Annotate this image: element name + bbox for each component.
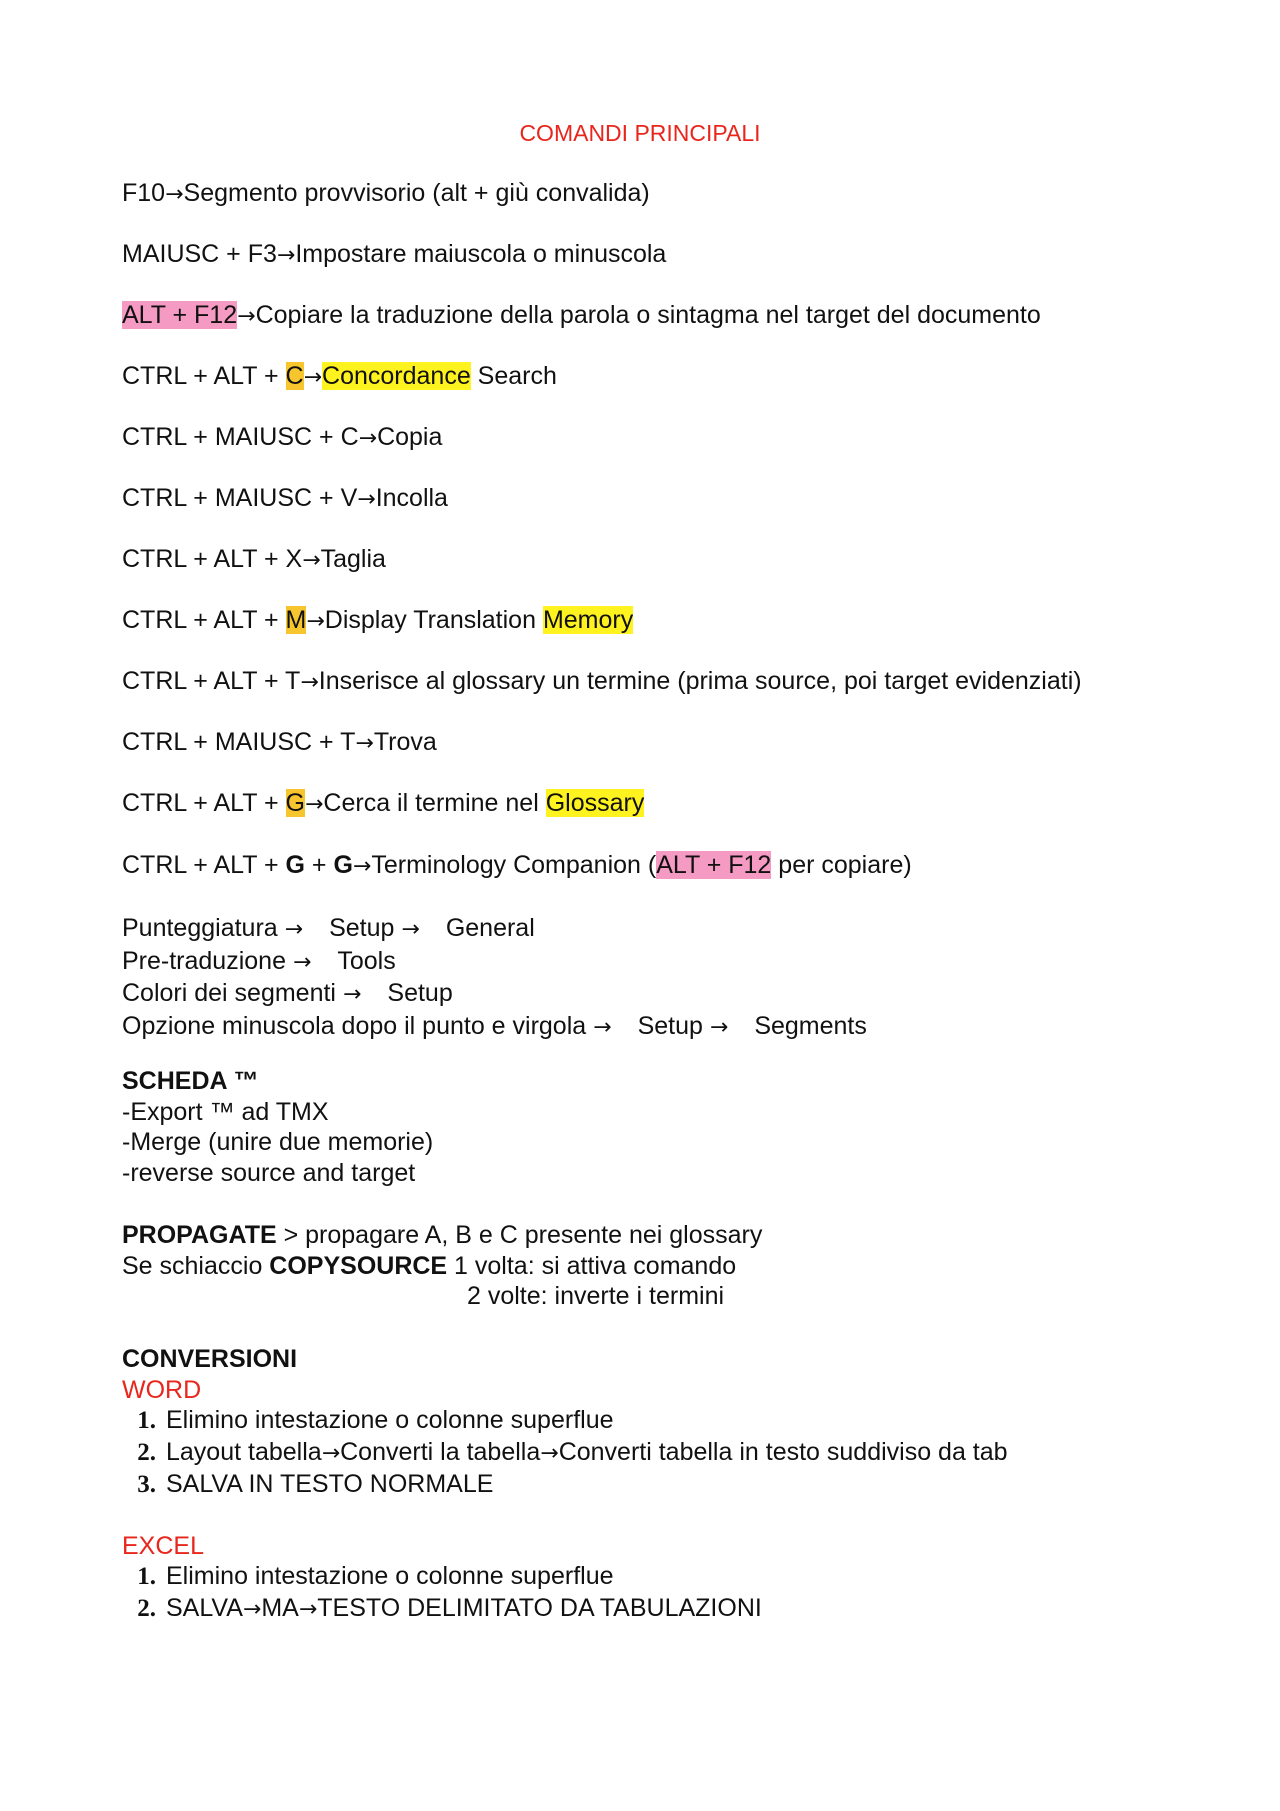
arrow-icon: →	[342, 982, 362, 1007]
step-number: 1.	[137, 1563, 156, 1590]
shortcut-key: CTRL + ALT +	[122, 789, 286, 817]
propagate-label: PROPAGATE	[122, 1221, 277, 1249]
arrow-icon: →	[298, 1596, 318, 1622]
shortcut-key-letter: C	[285, 362, 304, 390]
shortcut-desc: Trova	[373, 728, 437, 756]
shortcut-maiusc-f3	[122, 238, 666, 272]
shortcut-desc: Incolla	[375, 484, 448, 512]
propagate-text: > propagare A, B e C presente nei glossary	[276, 1221, 763, 1249]
shortcut-key: CTRL + MAIUSC + V	[122, 484, 358, 512]
settings-row-colori	[122, 978, 867, 1011]
shortcut-desc: Taglia	[320, 545, 386, 573]
shortcut-f10	[122, 177, 650, 211]
step-text: Elimino intestazione o colonne superflue	[166, 1562, 614, 1590]
shortcut-desc: Display Translation	[324, 606, 543, 634]
shortcut-desc-highlight: Memory	[542, 606, 634, 634]
scheda-heading: SCHEDA ™	[122, 1067, 259, 1095]
copysource-row	[122, 1251, 762, 1282]
shortcut-desc: Copia	[377, 423, 443, 451]
shortcut-ctrl-alt-m	[122, 604, 633, 638]
arrow-icon: →	[300, 670, 319, 695]
settings-list	[122, 913, 867, 1043]
arrow-icon: →	[355, 731, 374, 756]
shortcut-ctrl-alt-x	[122, 543, 386, 577]
shortcut-ctrl-maiusc-c	[122, 421, 442, 455]
shortcut-ctrl-alt-g-g	[122, 849, 912, 883]
settings-path: Tools	[337, 946, 396, 975]
arrow-icon: →	[401, 917, 420, 942]
settings-path: General	[445, 914, 535, 942]
shortcut-key: CTRL + MAIUSC + C	[122, 423, 359, 451]
step-text: Converti tabella in testo suddiviso da tab	[558, 1437, 1008, 1466]
conversioni-heading: CONVERSIONI	[122, 1345, 298, 1373]
settings-row-punteggiatura	[122, 913, 867, 946]
shortcut-key-bold: G	[333, 851, 353, 879]
shortcut-desc: per copiare)	[771, 851, 912, 879]
shortcut-ctrl-alt-g	[122, 787, 644, 821]
word-step	[122, 1469, 1008, 1501]
shortcut-plus: +	[304, 851, 334, 879]
shortcut-ctrl-maiusc-v	[122, 482, 448, 516]
arrow-icon: →	[306, 609, 325, 634]
copysource-twice: 2 volte: inverte i termini	[467, 1282, 725, 1310]
arrow-icon: →	[242, 1596, 262, 1622]
scheda-section	[122, 1066, 433, 1188]
scheda-item: -Export ™ ad TMX	[122, 1097, 329, 1126]
shortcut-desc-highlight: Glossary	[545, 789, 645, 817]
arrow-icon: →	[540, 1440, 559, 1466]
copysource-prefix: Se schiaccio	[122, 1251, 270, 1280]
propagate-section	[122, 1220, 762, 1312]
settings-path: Setup	[329, 914, 395, 942]
shortcut-key: CTRL + ALT +	[122, 606, 286, 634]
shortcut-ctrl-maiusc-t	[122, 726, 437, 760]
word-step	[122, 1405, 1008, 1437]
shortcut-key-bold: G	[285, 851, 305, 879]
step-text: Layout tabella	[166, 1437, 322, 1466]
shortcut-alt-f12	[122, 299, 1041, 333]
shortcut-key: CTRL + ALT +	[122, 851, 286, 879]
shortcut-key: CTRL + ALT + X	[122, 545, 303, 573]
page-title: COMANDI PRINCIPALI	[519, 120, 761, 146]
excel-label: EXCEL	[122, 1531, 204, 1560]
arrow-icon: →	[709, 1014, 729, 1040]
step-text: SALVA	[166, 1593, 243, 1622]
arrow-icon: →	[304, 792, 324, 817]
arrow-icon: →	[358, 426, 378, 451]
shortcut-key: ALT + F12	[122, 301, 238, 329]
arrow-icon: →	[237, 304, 256, 329]
arrow-icon: →	[303, 365, 323, 390]
word-step	[122, 1437, 1008, 1470]
step-text: SALVA IN TESTO NORMALE	[166, 1470, 494, 1498]
shortcut-key-letter: M	[285, 606, 307, 634]
arrow-icon: →	[593, 1014, 612, 1040]
arrow-icon: →	[292, 949, 312, 975]
arrow-icon: →	[321, 1440, 341, 1466]
word-label: WORD	[122, 1375, 202, 1404]
step-text: TESTO DELIMITATO DA TABULAZIONI	[317, 1593, 762, 1622]
arrow-icon: →	[357, 487, 376, 512]
shortcut-desc: Search	[470, 362, 557, 390]
arrow-icon: →	[284, 917, 304, 942]
settings-path: Setup	[637, 1011, 703, 1040]
step-number: 1.	[137, 1407, 156, 1434]
shortcut-desc: Terminology Companion (	[371, 851, 657, 879]
settings-row-pretraduzione	[122, 946, 867, 979]
settings-label: Pre-traduzione	[122, 946, 286, 975]
scheda-item: -Merge (unire due memorie)	[122, 1128, 434, 1156]
excel-step	[122, 1561, 1008, 1593]
shortcut-desc: Cerca il termine nel	[323, 789, 546, 817]
shortcut-ctrl-alt-t	[122, 665, 1082, 699]
step-number: 2.	[137, 1594, 156, 1622]
step-text: Elimino intestazione o colonne superflue	[166, 1406, 614, 1434]
step-number: 3.	[137, 1471, 156, 1498]
copysource-once: 1 volta: si attiva comando	[447, 1251, 737, 1280]
shortcut-desc: Inserisce al glossary un termine (prima source, poi target evidenziati)	[318, 667, 1082, 695]
shortcut-key: CTRL + MAIUSC + T	[122, 728, 356, 756]
conversioni-section	[122, 1344, 1008, 1625]
settings-path: Setup	[387, 979, 453, 1007]
arrow-icon: →	[165, 182, 184, 207]
shortcut-desc: Copiare la traduzione della parola o sintagma nel target del documento	[255, 301, 1041, 329]
excel-step	[122, 1593, 1008, 1626]
settings-path: Segments	[754, 1011, 867, 1040]
shortcut-desc: Impostare maiuscola o minuscola	[295, 240, 667, 268]
settings-label: Colori dei segmenti	[122, 979, 336, 1007]
shortcut-desc-highlight: ALT + F12	[656, 851, 772, 879]
step-text: MA	[261, 1593, 299, 1622]
shortcut-key: CTRL + ALT + T	[122, 667, 301, 695]
shortcut-key-letter: G	[285, 789, 305, 817]
shortcut-desc: Segmento provvisorio (alt + giù convalida)	[183, 179, 650, 207]
shortcut-ctrl-alt-c	[122, 360, 557, 394]
step-text: Converti la tabella	[340, 1437, 541, 1466]
shortcut-key: F10	[122, 179, 166, 207]
propagate-row	[122, 1220, 762, 1251]
shortcut-key: MAIUSC + F3	[122, 240, 277, 268]
arrow-icon: →	[276, 243, 296, 268]
arrow-icon: →	[302, 548, 321, 573]
step-number: 2.	[137, 1438, 156, 1466]
scheda-item: -reverse source and target	[122, 1158, 416, 1187]
settings-label: Punteggiatura	[122, 914, 278, 942]
shortcut-key: CTRL + ALT +	[122, 362, 286, 390]
arrow-icon: →	[352, 854, 372, 879]
copysource-label: COPYSOURCE	[269, 1251, 448, 1280]
settings-row-opzione	[122, 1011, 867, 1044]
settings-label: Opzione minuscola dopo il punto e virgola	[122, 1011, 587, 1040]
shortcut-desc-highlight: Concordance	[322, 362, 471, 390]
